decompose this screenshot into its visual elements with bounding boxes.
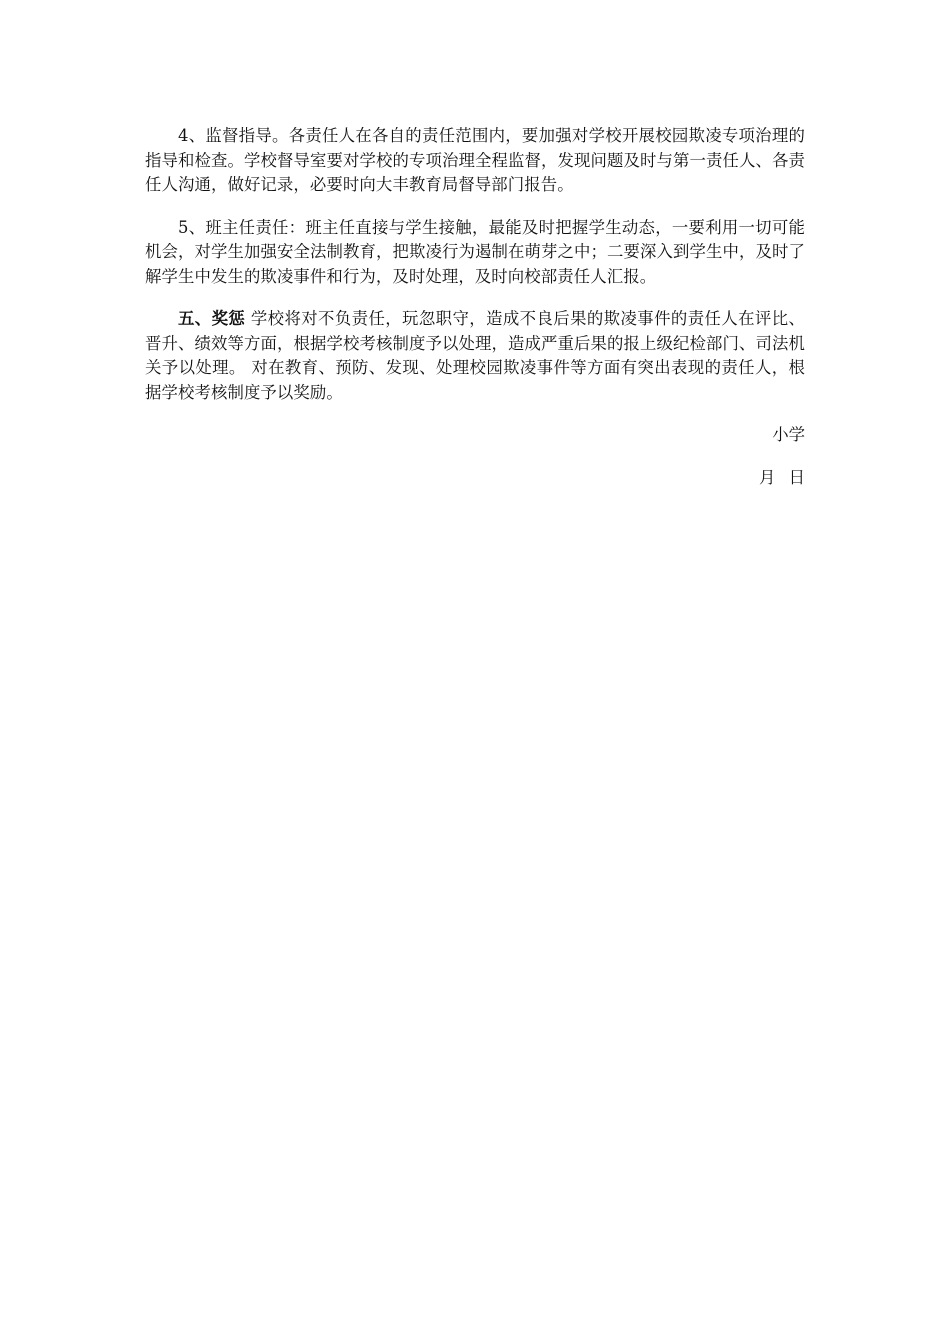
paragraph-supervision <box>145 124 805 198</box>
paragraph-class-teacher <box>145 216 805 290</box>
section-heading: 五、奖惩 <box>178 309 246 328</box>
document-body <box>145 124 805 490</box>
paragraph-text: 4、监督指导。各责任人在各自的责任范围内，要加强对学校开展校园欺凌专项治理的指导和检查。学校督导室要对学校的专项治理全程监督，发现问题及时与第一责任人、各责任人沟通，做好记录，必要时向大丰教育局督导部门报告。 <box>145 126 805 194</box>
paragraph-text: 5、班主任责任：班主任直接与学生接触，最能及时把握学生动态，一要利用一切可能机会，对学生加强安全法制教育，把欺凌行为遏制在萌芽之中；二要深入到学生中，及时了解学生中发生的欺凌事件和行为，及时处理，及时向校部责任人汇报。 <box>145 217 805 286</box>
date-line: 月 日 <box>759 467 805 487</box>
signature: 小学 <box>772 425 805 444</box>
paragraph-rewards-penalties <box>145 307 805 405</box>
paragraph-text: 学校将对不负责任，玩忽职守，造成不良后果的欺凌事件的责任人在评比、晋升、绩效等方面，根据学校考核制度予以处理，造成严重后果的报上级纪检部门、司法机关予以处理。 对在教育、预防、发现、处理校园欺凌事件等方面有突出表现的责任人，根据学校考核制度予以奖励。 <box>145 309 806 402</box>
